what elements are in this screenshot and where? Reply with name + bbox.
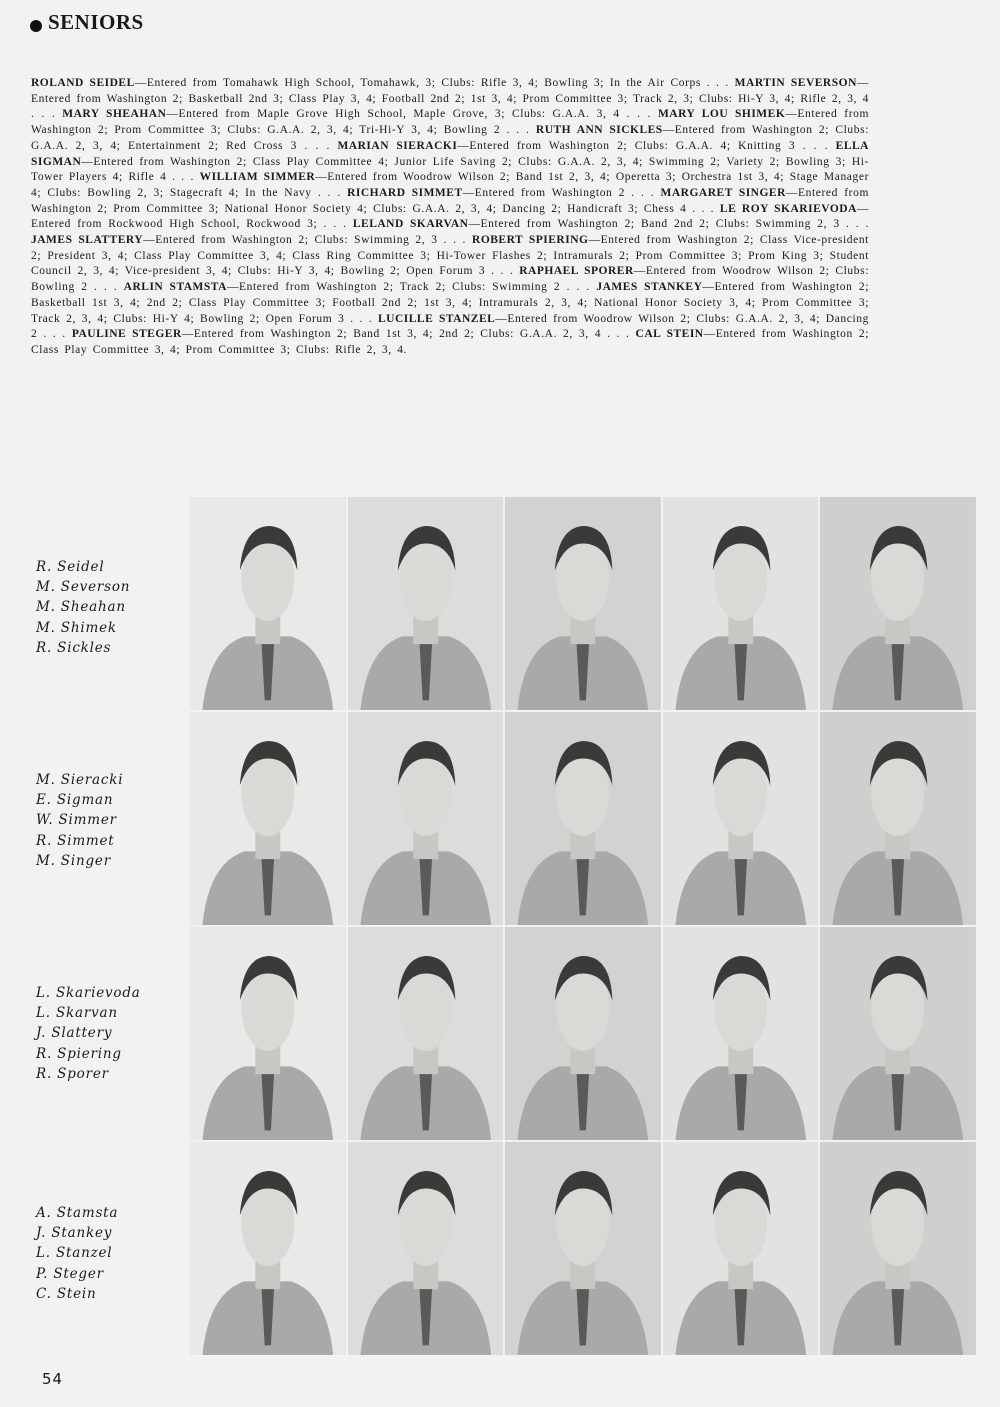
student-portrait <box>505 497 663 712</box>
portrait-photo-icon <box>820 712 976 925</box>
student-portrait <box>190 497 348 712</box>
portrait-photo-icon <box>190 712 346 925</box>
student-name: LUCILLE STANZEL <box>378 312 496 325</box>
student-name: ROBERT SPIERING <box>472 234 589 247</box>
student-activities: —Entered from Washington 2; Prom Committee 3; National Honor Society 4; Clubs: G.A.A. 2, 3, 4; Dancing 2; Handicraft 3; Chess 4 . . . <box>31 186 869 215</box>
caption-group-row-2 <box>36 770 123 871</box>
student-portrait <box>663 497 821 712</box>
caption-name: R. Simmet <box>36 832 115 849</box>
portrait-photo-icon <box>663 927 819 1140</box>
student-name: RAPHAEL SPORER <box>519 265 634 278</box>
student-portrait <box>663 927 821 1142</box>
student-activities: —Entered from Washington 2; Clubs: G.A.A. 4; Knitting 3 . . . <box>457 139 829 152</box>
portrait-photo-icon <box>663 1142 819 1355</box>
portrait-photo-icon <box>820 497 976 710</box>
student-activities: —Entered from Washington 2; Track 2; Clubs: Swimming 2 . . . <box>226 281 590 294</box>
page-header <box>30 10 144 35</box>
portrait-photo-icon <box>190 497 346 710</box>
student-activities: —Entered from Washington 2; Clubs: G.A.A. 2, 3, 4; Entertainment 2; Red Cross 3 . . . <box>31 124 869 152</box>
student-portrait <box>348 1142 506 1357</box>
student-portrait <box>820 497 978 712</box>
student-portrait <box>505 712 663 927</box>
page-number: 54 <box>42 1370 64 1388</box>
student-activities: —Entered from Washington 2; Class Vice-president 2; President 3, 4; Class Play Committee 3, 4; Class Ring Committee 3; Hi-Tower Flashes 2; Intramurals 2; Prom Committee 3; Prom King 3; Student Council 2, 3, 4; Vice-president 3, 4; Clubs: Hi-Y 3, 4; Bowling 2; Open Forum 3 . . . <box>31 234 869 278</box>
student-portrait <box>820 927 978 1142</box>
caption-name: R. Sporer <box>36 1065 109 1082</box>
portrait-photo-icon <box>820 927 976 1140</box>
student-portrait <box>505 927 663 1142</box>
student-name: RUTH ANN SICKLES <box>535 124 663 137</box>
portrait-photo-icon <box>348 927 504 1140</box>
caption-name: L. Skarievoda <box>36 985 141 1001</box>
caption-name: W. Simmer <box>36 812 117 829</box>
student-name: WILLIAM SIMMER <box>199 171 316 184</box>
bullet-icon <box>30 20 42 32</box>
portrait-photo-icon <box>505 927 661 1140</box>
student-activities: —Entered from Rockwood High School, Rockwood 3; . . . <box>31 202 869 231</box>
portrait-photo-icon <box>505 497 661 710</box>
student-name: RICHARD SIMMET <box>347 186 463 199</box>
student-portrait <box>190 712 348 927</box>
student-portrait <box>505 1142 663 1357</box>
caption-name: C. Stein <box>36 1285 97 1302</box>
student-activities: —Entered from Woodrow Wilson 2; Clubs: Bowling 2 . . . <box>31 265 869 294</box>
student-activities: —Entered from Washington 2; Prom Committee 3; Clubs: G.A.A. 2, 3, 4; Tri-Hi-Y 3, 4; Bowling 2 . . . <box>31 108 870 137</box>
portrait-photo-icon <box>348 712 504 925</box>
student-portrait <box>348 712 506 927</box>
student-activities: —Entered from Washington 2; Band 1st 3, 4; 2nd 2; Clubs: G.A.A. 2, 3, 4 . . . <box>181 328 630 341</box>
student-name: CAL STEIN <box>635 328 704 341</box>
student-activities: —Entered from Washington 2; Class Play Committee 3, 4; Prom Committee 3; Clubs: Rifle 2, 3, 4. <box>31 328 870 356</box>
caption-name: J. Slattery <box>36 1025 113 1042</box>
portrait-photo-icon <box>505 712 661 925</box>
caption-name: R. Spiering <box>36 1045 122 1062</box>
portrait-photo-icon <box>663 497 819 710</box>
caption-name: M. Singer <box>36 852 111 869</box>
student-activities: —Entered from Woodrow Wilson 2; Clubs: G.A.A. 2, 3, 4; Dancing 2 . . . <box>31 312 869 341</box>
senior-bios <box>31 76 869 359</box>
student-name: ROLAND SEIDEL <box>31 77 135 89</box>
student-activities: —Entered from Maple Grove High School, Maple Grove, 3; Clubs: G.A.A. 3, 4 . . . <box>166 108 651 121</box>
portrait-photo-icon <box>663 712 819 925</box>
student-name: MARIAN SIERACKI <box>337 139 458 152</box>
portrait-photo-icon <box>505 1142 661 1355</box>
student-activities: —Entered from Washington 2; Band 2nd 2; Clubs: Swimming 2, 3 . . . <box>468 218 869 231</box>
caption-group-row-4 <box>36 1203 118 1304</box>
portrait-grid <box>190 497 978 1357</box>
student-portrait <box>348 497 506 712</box>
student-activities: —Entered from Washington 2; Class Play Committee 4; Junior Life Saving 2; Clubs: G.A.A. 2, 3, 4; Swimming 2; Variety 2; Bowling 3; Hi-Tower Players 4; Rifle 4 . . . <box>31 155 869 184</box>
student-activities: —Entered from Washington 2; Clubs: Swimming 2, 3 . . . <box>143 234 467 247</box>
student-portrait <box>190 927 348 1142</box>
student-name: ARLIN STAMSTA <box>123 281 227 294</box>
student-name: MARY LOU SHIMEK <box>657 108 786 121</box>
caption-name: P. Steger <box>36 1265 104 1282</box>
student-name: PAULINE STEGER <box>71 328 182 341</box>
student-activities: —Entered from Washington 2 . . . <box>462 186 655 199</box>
student-name: JAMES SLATTERY <box>31 234 144 247</box>
student-portrait <box>663 712 821 927</box>
caption-name: M. Sheahan <box>36 599 126 616</box>
student-portrait <box>820 712 978 927</box>
caption-name: L. Stanzel <box>36 1245 113 1262</box>
student-name: LE ROY SKARIEVODA <box>719 202 857 215</box>
student-portrait <box>190 1142 348 1357</box>
portrait-photo-icon <box>820 1142 976 1355</box>
caption-name: M. Sieracki <box>36 772 124 788</box>
caption-group-row-3 <box>36 983 141 1084</box>
caption-name: E. Sigman <box>36 792 114 809</box>
student-portrait <box>820 1142 978 1357</box>
caption-name: M. Severson <box>36 579 131 596</box>
caption-name: R. Seidel <box>36 559 105 575</box>
caption-name: M. Shimek <box>36 619 117 636</box>
student-activities: —Entered from Tomahawk High School, Tomahawk, 3; Clubs: Rifle 3, 4; Bowling 3; In the Air Corps . . . <box>134 77 729 89</box>
caption-name: A. Stamsta <box>36 1205 119 1221</box>
student-portrait <box>348 927 506 1142</box>
caption-group-row-1 <box>36 557 130 658</box>
portrait-photo-icon <box>190 927 346 1140</box>
caption-name: L. Skarvan <box>36 1005 118 1022</box>
student-activities: —Entered from Washington 2; Basketball 1st 3, 4; 2nd 2; Class Play Committee 3; Football 2nd 2; 1st 3, 4; Intramurals 2, 3, 4; National Honor Society 3, 4; Prom Committee 3; Track 2, 3, 4; Clubs: Hi-Y 4; Bowling 2; Open Forum 3 . . . <box>31 281 870 325</box>
student-name: JAMES STANKEY <box>596 281 703 294</box>
student-name: ELLA SIGMAN <box>31 139 869 168</box>
student-name: MARTIN SEVERSON <box>734 77 857 89</box>
caption-name: J. Stankey <box>36 1225 113 1242</box>
student-name: LELAND SKARVAN <box>352 218 469 231</box>
portrait-photo-icon <box>348 497 504 710</box>
student-portrait <box>663 1142 821 1357</box>
student-activities: —Entered from Washington 2; Basketball 2nd 3; Class Play 3, 4; Football 2nd 2; 1st 3, 4; Prom Committee 3; Track 2, 3; Clubs: Hi-Y 3, 4; Rifle 2, 3, 4 . . . <box>31 77 869 121</box>
portrait-photo-icon <box>348 1142 504 1355</box>
portrait-photo-icon <box>190 1142 346 1355</box>
student-activities: —Entered from Woodrow Wilson 2; Band 1st 2, 3, 4; Operetta 3; Orchestra 1st 3, 4; Stage Manager 4; Clubs: Bowling 2, 3; Stagecraft 4; In the Navy . . . <box>31 171 869 199</box>
student-name: MARGARET SINGER <box>660 186 786 199</box>
section-title: SENIORS <box>48 10 144 34</box>
student-name: MARY SHEAHAN <box>62 108 167 121</box>
caption-name: R. Sickles <box>36 639 112 656</box>
